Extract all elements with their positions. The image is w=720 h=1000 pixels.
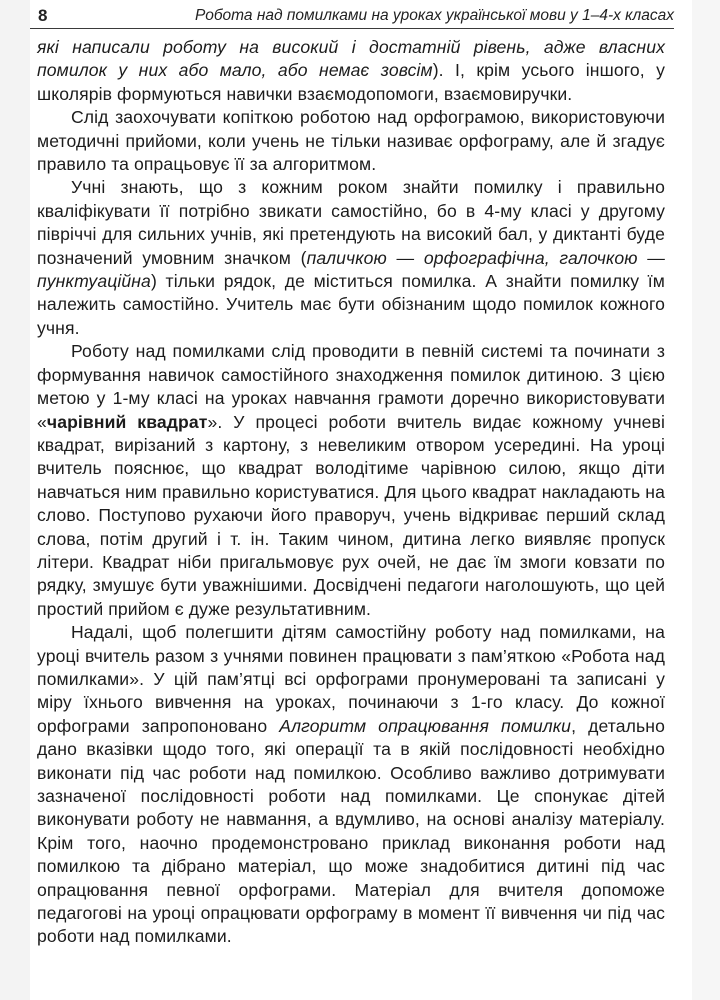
paragraph — [37, 176, 665, 340]
left-margin-shade — [0, 0, 30, 1000]
right-margin-shade — [692, 0, 720, 1000]
paragraph — [37, 621, 665, 949]
text-span: , детально дано вказівки щодо того, які операції та в якій послідовності необхідно виконати під час роботи над помилкою. Особливо важливо дотримувати зазначеної послідовності роботи над помилками. Це спонукає дітей виконувати роботу не навмання, а вдумливо, на основі аналізу матеріалу. Крім того, наочно продемонстровано приклад виконання роботи над помилкою та дібрано матеріал, що може знадобитися дитині під час опрацювання певної орфограми. Матеріал для вчителя допоможе педагогові на уроці опрацювати орфограму в момент її вивчення чи під час роботи над помилками. — [37, 715, 665, 947]
text-span: Надалі, щоб полегшити дітям самостійну роботу над помилками, на уроці вчитель разом з учнями повинен працювати з пам’яткою «Робота над помилками». У цій пам’ятці всі орфограми пронумеровані та записані у міру їхнього вивчення на уроках, починаючи з 1-го класу. До кожної орфограми запропоновано — [37, 622, 665, 736]
paragraph — [37, 106, 665, 176]
running-title: Робота над помилками на уроках української мови у 1–4-х класах — [195, 7, 674, 24]
italic-text: Алгоритм опрацювання помилки — [279, 715, 572, 736]
text-span: Учні знають, що з кожним роком знайти помилку і правильно кваліфікувати її потрібно звикати самостійно, бо в 4-му класі у другому півріччі для сильних учнів, які претендують на високий бал, у диктанті буде позначений умовним значком ( — [37, 177, 665, 268]
body-text — [37, 36, 665, 949]
paragraph-continuation — [37, 36, 665, 106]
italic-text: які написали роботу на високий і достатній рівень, адже власних помилок у них або мало, або немає зовсім — [37, 37, 665, 81]
text-span: Слід заохочувати копіткою роботою над орфограмою, використовуючи методичні прийоми, коли учень не тільки називає орфограму, але й згадує правило та опрацьовує її за алгоритмом. — [37, 107, 665, 175]
text-span: ». У процесі роботи вчитель видає кожному учневі квадрат, вирізаний з картону, з невеликим отвором усередині. На уроці вчитель пояснює, що квадрат володітиме чарівною силою, якщо діти навчаться ним правильно користуватися. Для цього квадрат накладають на слово. Поступово рухаючи його праворуч, учень відкриває перший склад слова, потім другий і т. ін. Таким чином, дитина легко виявляє пропуск літери. Квадрат ніби пригальмовує рух очей, не дає їм змоги ковзати по рядку, змушує бути уважнішими. Досвідчені педагоги наголошують, що цей простий прийом є дуже результативним. — [37, 411, 665, 619]
bold-term: чарівний квадрат — [46, 411, 208, 432]
text-span: ) тільки рядок, де міститься помилка. А знайти помилку їм належить самостійно. Учитель має бути обізнаним щодо помилок кожного учня. — [37, 271, 665, 338]
text-span: Роботу над помилками слід проводити в певній системі та починати з формування навичок самостійного знаходження помилок дитиною. З цією метою у 1-му класі на уроках навчання грамоти доречно використовувати « — [37, 341, 665, 432]
italic-text: паличкою — орфографічна, галочкою — пунктуаційна — [37, 247, 665, 292]
paragraph — [37, 340, 665, 621]
page-header — [30, 4, 674, 29]
text-span: ). І, крім усього іншого, у школярів формуються навички взаємодопомоги, взаємовиручки. — [37, 60, 665, 104]
page-number: 8 — [38, 6, 48, 25]
